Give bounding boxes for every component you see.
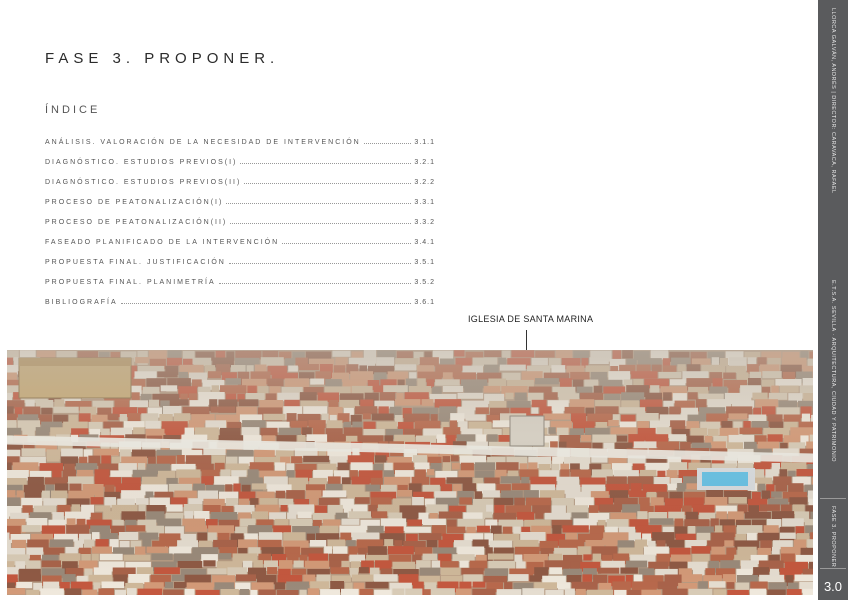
toc-item[interactable] [45, 226, 435, 246]
toc-label: PROPUESTA FINAL. PLANIMETRÍA [45, 279, 216, 286]
toc-leader [282, 242, 411, 244]
toc-label: PROCESO DE PEATONALIZACIÓN(I) [45, 199, 224, 206]
toc-item[interactable] [45, 206, 435, 226]
toc-page: 3.6.1 [414, 299, 435, 306]
page-number: 3.0 [818, 572, 848, 600]
page-title: FASE 3. PROPONER. [45, 50, 280, 67]
toc-page: 3.3.2 [414, 219, 435, 226]
table-of-contents [45, 126, 435, 306]
sidebar-divider [820, 568, 846, 569]
index-heading: ÍNDICE [45, 104, 101, 116]
photo-haze [7, 350, 813, 595]
toc-page: 3.2.1 [414, 159, 435, 166]
toc-item[interactable] [45, 186, 435, 206]
toc-item[interactable] [45, 246, 435, 266]
toc-leader [226, 202, 411, 204]
toc-leader [229, 262, 412, 264]
toc-item[interactable] [45, 146, 435, 166]
toc-item[interactable] [45, 126, 435, 146]
toc-page: 3.1.1 [414, 139, 435, 146]
toc-item[interactable] [45, 266, 435, 286]
aerial-city-photo [7, 350, 813, 595]
toc-page: 3.2.2 [414, 179, 435, 186]
toc-label: BIBLIOGRAFÍA [45, 299, 118, 306]
sidebar-divider [820, 498, 846, 499]
toc-leader [244, 182, 411, 184]
church-callout-label: IGLESIA DE SANTA MARINA [468, 314, 594, 324]
toc-label: PROPUESTA FINAL. JUSTIFICACIÓN [45, 259, 226, 266]
toc-item[interactable] [45, 166, 435, 186]
toc-label: FASEADO PLANIFICADO DE LA INTERVENCIÓN [45, 239, 280, 246]
toc-leader [230, 222, 411, 224]
sidebar-phase: FASE 3. PROPONER [830, 506, 836, 568]
sidebar-program: E.T.S.A. SEVILLA · ARQUITECTURA, CIUDAD Y PATRIMONIO [830, 280, 836, 463]
toc-label: PROCESO DE PEATONALIZACIÓN(II) [45, 219, 228, 226]
sidebar-author: LLORCA GALVÁN, ANDRÉS | DIRECTOR: CARAVACA, RAFAEL [830, 8, 836, 194]
toc-label: DIAGNÓSTICO. ESTUDIOS PREVIOS(II) [45, 179, 242, 186]
toc-page: 3.5.1 [414, 259, 435, 266]
toc-leader [364, 142, 412, 144]
toc-item[interactable] [45, 286, 435, 306]
toc-leader [219, 282, 412, 284]
aerial-photo-illustration [7, 350, 813, 595]
toc-page: 3.3.1 [414, 199, 435, 206]
toc-leader [121, 302, 412, 304]
toc-leader [240, 162, 411, 164]
toc-page: 3.4.1 [414, 239, 435, 246]
toc-label: DIAGNÓSTICO. ESTUDIOS PREVIOS(I) [45, 159, 238, 166]
toc-label: ANÁLISIS. VALORACIÓN DE LA NECESIDAD DE INTERVENCIÓN [45, 139, 361, 146]
toc-page: 3.5.2 [414, 279, 435, 286]
